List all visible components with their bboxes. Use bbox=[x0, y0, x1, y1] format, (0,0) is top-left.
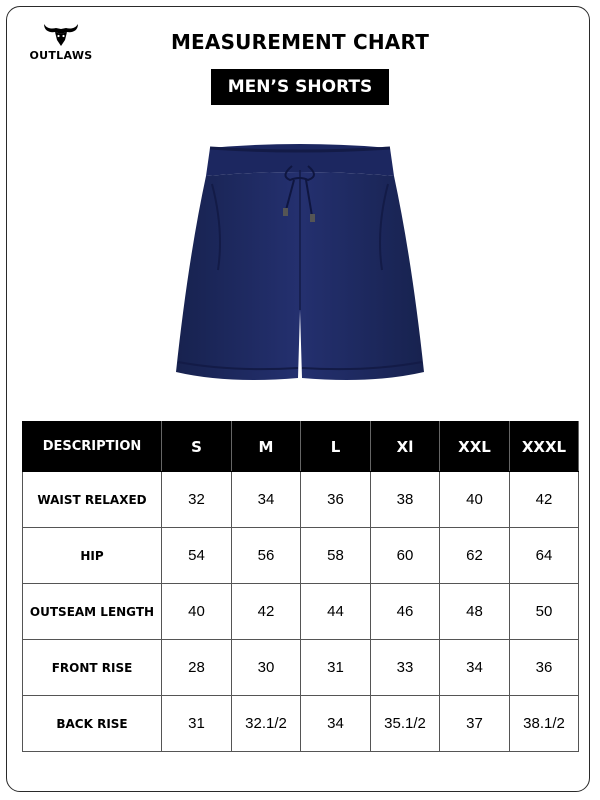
table-cell: 32.1/2 bbox=[232, 696, 301, 752]
table-cell: 34 bbox=[232, 472, 301, 528]
table-cell: 33 bbox=[371, 640, 440, 696]
table-cell: 36 bbox=[510, 640, 579, 696]
table-row bbox=[23, 472, 579, 528]
table-cell: 36 bbox=[301, 472, 371, 528]
column-header-xxxl: XXXL bbox=[510, 422, 579, 472]
column-header-description: DESCRIPTION bbox=[23, 422, 162, 472]
table-row bbox=[23, 528, 579, 584]
table-cell: 31 bbox=[162, 696, 232, 752]
table-cell: 44 bbox=[301, 584, 371, 640]
column-header-xl: Xl bbox=[371, 422, 440, 472]
table-row bbox=[23, 696, 579, 752]
row-label: BACK RISE bbox=[23, 696, 162, 752]
table-header-row bbox=[23, 422, 579, 472]
column-header-l: L bbox=[301, 422, 371, 472]
table-row bbox=[23, 584, 579, 640]
table-cell: 42 bbox=[510, 472, 579, 528]
table-cell: 37 bbox=[440, 696, 510, 752]
table-cell: 48 bbox=[440, 584, 510, 640]
row-label: WAIST RELAXED bbox=[23, 472, 162, 528]
table-cell: 34 bbox=[301, 696, 371, 752]
row-label: FRONT RISE bbox=[23, 640, 162, 696]
table-cell: 34 bbox=[440, 640, 510, 696]
table-row bbox=[23, 640, 579, 696]
column-header-s: S bbox=[162, 422, 232, 472]
table-cell: 40 bbox=[162, 584, 232, 640]
product-category-badge: MEN’S SHORTS bbox=[211, 69, 389, 105]
table-cell: 46 bbox=[371, 584, 440, 640]
row-label: OUTSEAM LENGTH bbox=[23, 584, 162, 640]
table-cell: 62 bbox=[440, 528, 510, 584]
table-cell: 28 bbox=[162, 640, 232, 696]
column-header-m: M bbox=[232, 422, 301, 472]
table-cell: 50 bbox=[510, 584, 579, 640]
table-cell: 38.1/2 bbox=[510, 696, 579, 752]
table-cell: 56 bbox=[232, 528, 301, 584]
brand-name: OUTLAWS bbox=[29, 49, 93, 62]
table-cell: 30 bbox=[232, 640, 301, 696]
table-cell: 64 bbox=[510, 528, 579, 584]
row-label: HIP bbox=[23, 528, 162, 584]
table-cell: 58 bbox=[301, 528, 371, 584]
measurement-table bbox=[22, 421, 579, 752]
navy-shorts-icon bbox=[172, 140, 428, 390]
table-cell: 54 bbox=[162, 528, 232, 584]
table-cell: 31 bbox=[301, 640, 371, 696]
table-cell: 40 bbox=[440, 472, 510, 528]
product-image bbox=[172, 140, 428, 395]
column-header-xxl: XXL bbox=[440, 422, 510, 472]
table-cell: 32 bbox=[162, 472, 232, 528]
page-title: MEASUREMENT CHART bbox=[170, 30, 430, 54]
table-cell: 38 bbox=[371, 472, 440, 528]
table-cell: 60 bbox=[371, 528, 440, 584]
table-cell: 42 bbox=[232, 584, 301, 640]
table-cell: 35.1/2 bbox=[371, 696, 440, 752]
